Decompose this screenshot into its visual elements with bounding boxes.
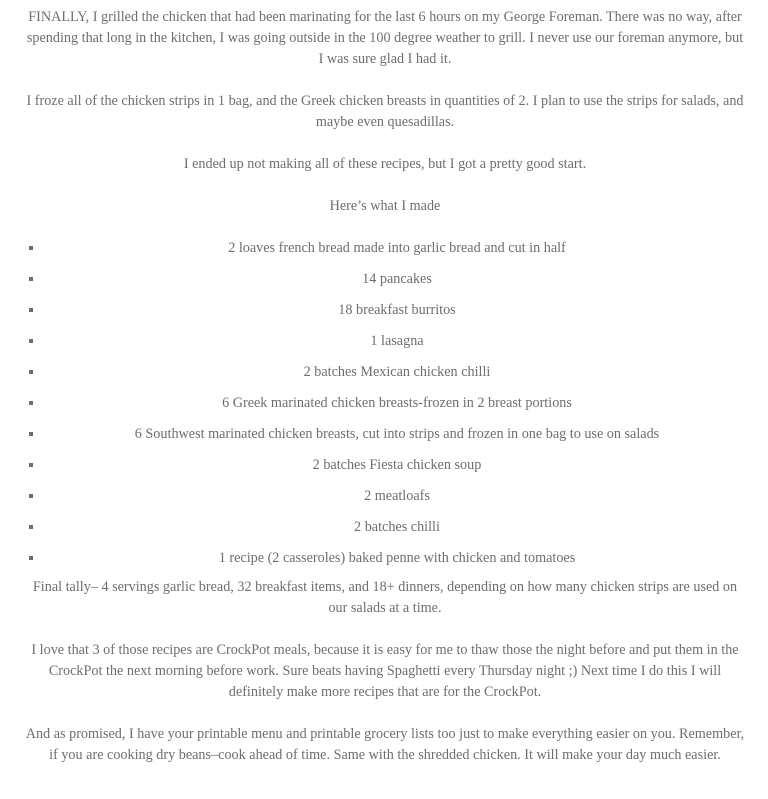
square-bullet-icon xyxy=(29,432,33,436)
list-item xyxy=(0,486,768,517)
list-item-text: 1 recipe (2 casseroles) baked penne with chicken and tomatoes xyxy=(218,550,576,566)
paragraph-final-tally: Final tally– 4 servings garlic bread, 32 breakfast items, and 18+ dinners, depending on how many chicken strips are used on our salads at a time. xyxy=(32,579,738,616)
list-item xyxy=(0,238,768,269)
list-item-text: 2 batches Fiesta chicken soup xyxy=(312,457,482,473)
list-item xyxy=(0,362,768,393)
paragraph-froze-strips: I froze all of the chicken strips in 1 bag, and the Greek chicken breasts in quantities of 2. I plan to use the strips for salads, and maybe even quesadillas. xyxy=(26,93,744,130)
square-bullet-icon xyxy=(29,339,33,343)
square-bullet-icon xyxy=(29,246,33,250)
list-item-text: 1 lasagna xyxy=(370,333,424,349)
list-item-text: 2 batches Mexican chicken chilli xyxy=(303,364,491,380)
list-item-text: 2 batches chilli xyxy=(354,519,440,535)
list-item-text: 14 pancakes xyxy=(362,271,432,287)
square-bullet-icon xyxy=(29,401,33,405)
square-bullet-icon xyxy=(29,277,33,281)
square-bullet-icon xyxy=(29,308,33,312)
square-bullet-icon xyxy=(29,494,33,498)
square-bullet-icon xyxy=(29,370,33,374)
list-item xyxy=(0,331,768,362)
list-item-text: 18 breakfast burritos xyxy=(338,302,456,318)
square-bullet-icon xyxy=(29,525,33,529)
paragraph-printables: And as promised, I have your printable menu and printable grocery lists too just to make everything easier on you. Remember, if you are cooking dry beans–cook ahead of time. Same with the shredded chicken. It will make your day much easier. xyxy=(25,726,745,763)
paragraph-crockpot: I love that 3 of those recipes are CrockPot meals, because it is easy for me to thaw those the night before and put them in the CrockPot the next morning before work. Sure beats having Spaghetti every Thursday night ;) Next time I do this I will definitely make more recipes that are for the CrockPot. xyxy=(31,642,739,700)
square-bullet-icon xyxy=(29,556,33,560)
paragraph-good-start: I ended up not making all of these recipes, but I got a pretty good start. xyxy=(183,156,587,172)
list-item xyxy=(0,455,768,486)
list-item-text: 6 Southwest marinated chicken breasts, cut into strips and frozen in one bag to use on salads xyxy=(134,426,660,442)
square-bullet-icon xyxy=(29,463,33,467)
list-item xyxy=(0,393,768,424)
list-item xyxy=(0,424,768,455)
made-list xyxy=(0,238,768,579)
list-item-text: 2 meatloafs xyxy=(364,488,430,504)
list-item xyxy=(0,300,768,331)
list-intro-heading: Here’s what I made xyxy=(329,198,441,214)
list-item-text: 2 loaves french bread made into garlic bread and cut in half xyxy=(228,240,566,256)
list-item-text: 6 Greek marinated chicken breasts-frozen in 2 breast portions xyxy=(222,395,572,411)
paragraph-grilled-chicken: FINALLY, I grilled the chicken that had been marinating for the last 6 hours on my George Foreman. There was no way, after spending that long in the kitchen, I was going outside in the 100 degree weather to grill. I never use our foreman anymore, but I was sure glad I had it. xyxy=(26,9,744,67)
list-item xyxy=(0,548,768,579)
list-item xyxy=(0,517,768,548)
list-item xyxy=(0,269,768,300)
